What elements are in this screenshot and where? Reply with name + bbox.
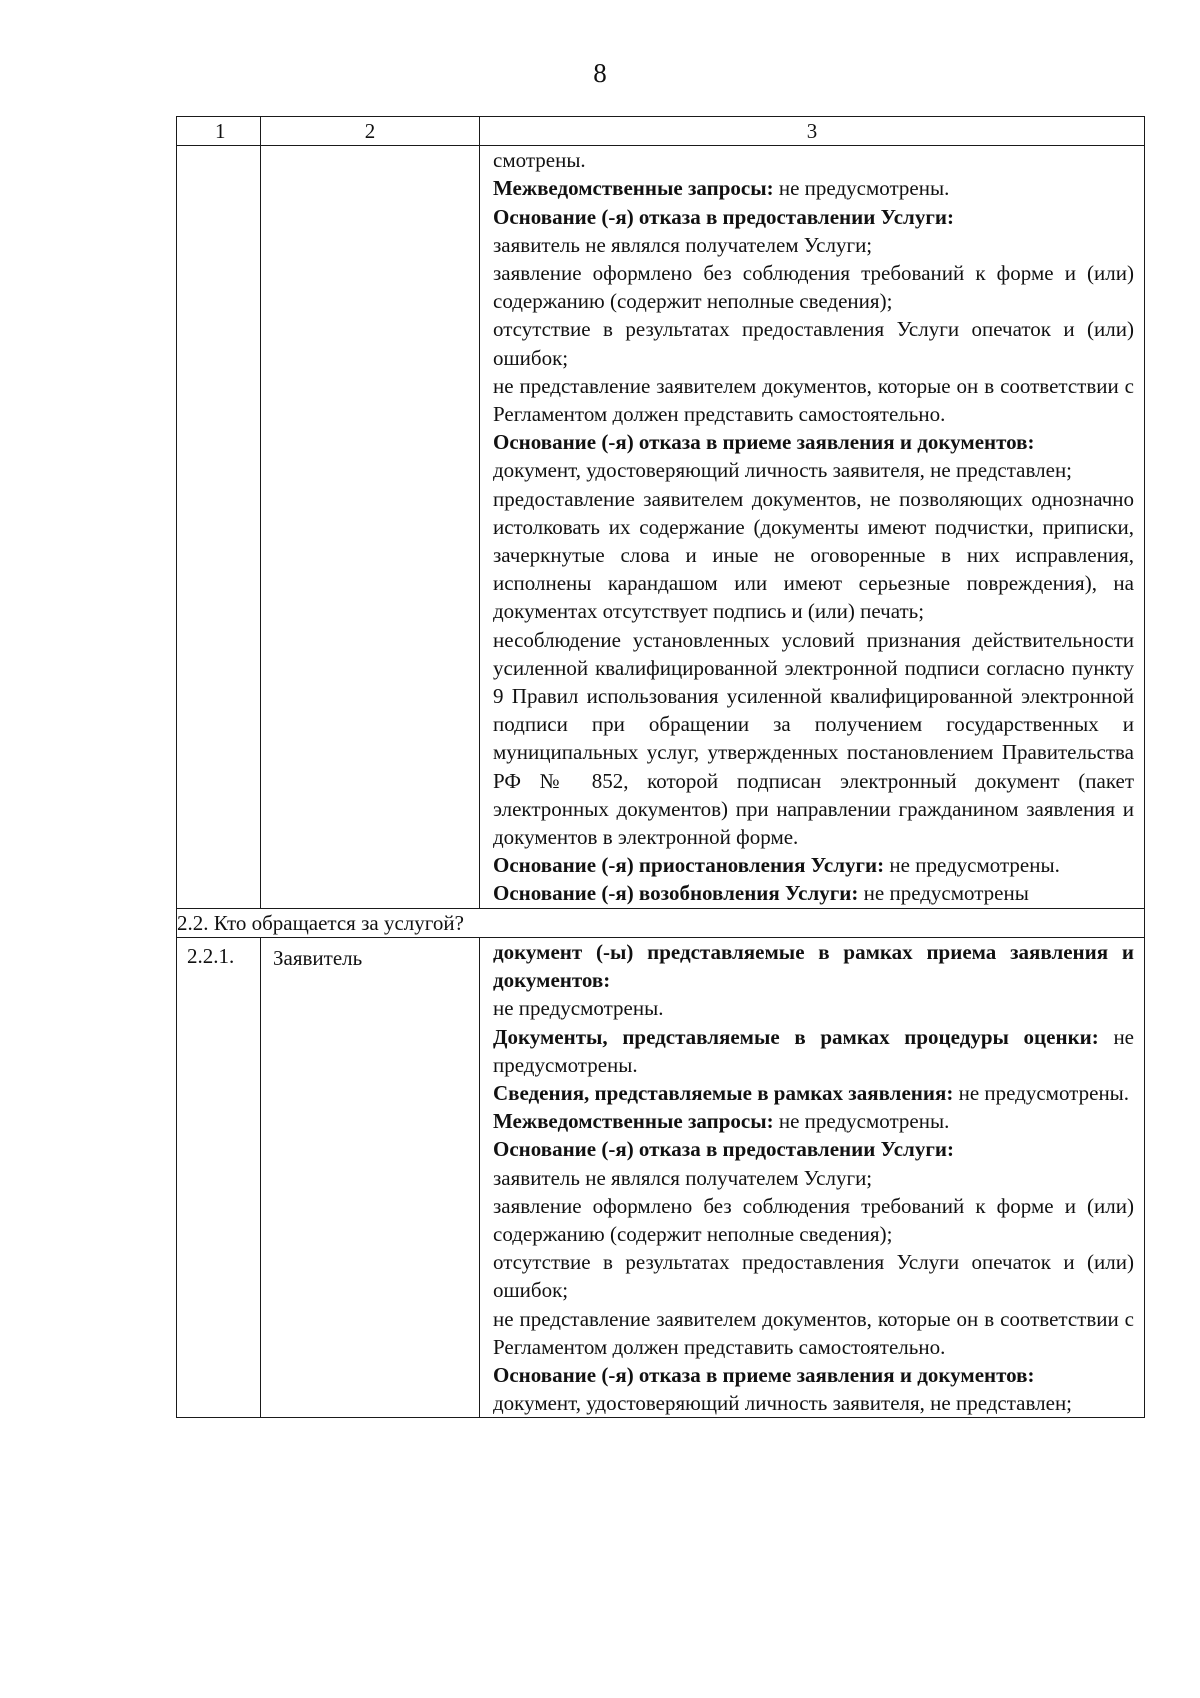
table-row-applicant [177, 937, 1145, 1417]
paragraph-text: не представление заявителем документов, которые он в соответствии с Регламентом должен представить самостоятельно. [493, 1306, 1134, 1359]
paragraph-text: предоставление заявителем документов, не позволяющих однозначно истолковать их содержание (документы имеют подчистки, приписки, зачеркнутые слова и иные не оговоренные в них исправления, исполнены карандашом или имеют серьезные повреждения), на документах отсутствует подпись и (или) печать; [493, 486, 1134, 624]
paragraph [493, 485, 1134, 626]
row1-name-cell [261, 146, 480, 908]
column-header-1: 1 [177, 117, 261, 146]
paragraph [493, 1361, 1134, 1389]
paragraph [493, 428, 1134, 456]
table-header-row [177, 117, 1145, 146]
paragraph-text: не предусмотрены [858, 881, 1029, 906]
paragraph [493, 1107, 1134, 1135]
paragraph [493, 1023, 1134, 1079]
paragraph-heading: Основание (-я) отказа в предоставлении Услуги: [493, 204, 954, 229]
paragraph [493, 851, 1134, 879]
paragraph-text: смотрены. [493, 148, 586, 173]
paragraph-text: заявитель не являлся получателем Услуги; [493, 1165, 873, 1190]
row2-content-cell [480, 937, 1145, 1417]
paragraph [493, 231, 1134, 259]
row2-name-cell: Заявитель [261, 937, 480, 1417]
paragraph [493, 456, 1134, 484]
section-heading: 2.2. Кто обращается за услугой? [177, 908, 1145, 937]
paragraph-text: не предусмотрены. [953, 1080, 1130, 1105]
paragraph-heading: Основание (-я) отказа в приеме заявления и документов: [493, 430, 1035, 455]
paragraph-text: отсутствие в результатах предоставления Услуги опечаток и (или) ошибок; [493, 1250, 1134, 1303]
paragraph-heading: Документы, представляемые в рамках процедуры оценки: [493, 1024, 1099, 1049]
paragraph-text: заявление оформлено без соблюдения требований к форме и (или) содержанию (содержит неполные сведения); [493, 1193, 1134, 1246]
paragraph [493, 1305, 1134, 1361]
paragraph-text: несоблюдение установленных условий признания действительности усиленной квалифицированной электронной подписи согласно пункту 9 Правил использования усиленной квалифицированной электронной подписи при обращении за получением государственных и муниципальных услуг, утвержденных постановлением Правительства РФ № 852, которой подписан электронный документ (пакет электронных документов) при направлении гражданином заявления и документов в электронной форме. [493, 627, 1134, 850]
paragraph-text: не предусмотрены. [773, 176, 950, 201]
paragraph-heading: Межведомственные запросы: [493, 1109, 774, 1134]
paragraph-text: документ, удостоверяющий личность заявителя, не представлен; [493, 1391, 1073, 1416]
paragraph-heading: Межведомственные запросы: [493, 176, 774, 201]
column-header-3: 3 [480, 117, 1145, 146]
row1-number-cell [177, 146, 261, 908]
paragraph [493, 994, 1134, 1022]
row2-number-cell: 2.2.1. [177, 937, 261, 1417]
paragraph [493, 1389, 1134, 1417]
paragraph-text: заявление оформлено без соблюдения требований к форме и (или) содержанию (содержит неполные сведения); [493, 261, 1134, 314]
paragraph [493, 879, 1134, 907]
paragraph-text: не предусмотрены. [493, 996, 664, 1021]
paragraph-text: заявитель не являлся получателем Услуги; [493, 232, 873, 257]
column-header-2: 2 [261, 117, 480, 146]
paragraph [493, 1135, 1134, 1163]
paragraph-heading: Основание (-я) приостановления Услуги: [493, 853, 885, 878]
paragraph-heading: Основание (-я) отказа в приеме заявления и документов: [493, 1362, 1035, 1387]
paragraph [493, 174, 1134, 202]
paragraph [493, 1079, 1134, 1107]
paragraph [493, 372, 1134, 428]
paragraph-text: не предусмотрены. [884, 853, 1060, 878]
page-number: 8 [593, 58, 607, 88]
paragraph [493, 626, 1134, 852]
paragraph-text: не предусмотрены. [493, 1024, 1134, 1077]
paragraph [493, 1164, 1134, 1192]
paragraph-heading: Основание (-я) возобновления Услуги: [493, 881, 859, 906]
paragraph-text: не предусмотрены. [773, 1109, 950, 1134]
paragraph [493, 938, 1134, 994]
paragraph-text: документ, удостоверяющий личность заявителя, не представлен; [493, 458, 1073, 483]
section-row [177, 908, 1145, 937]
paragraph-text: не представление заявителем документов, которые он в соответствии с Регламентом должен представить самостоятельно. [493, 373, 1134, 427]
paragraph [493, 259, 1134, 315]
document-table [176, 116, 1145, 1418]
paragraph-text: отсутствие в результатах предоставления Услуги опечаток и (или) ошибок; [493, 317, 1134, 370]
paragraph [493, 315, 1134, 371]
paragraph [493, 146, 1134, 174]
paragraph [493, 1248, 1134, 1304]
paragraph-heading: Сведения, представляемые в рамках заявления: [493, 1080, 954, 1105]
row1-content-cell [480, 146, 1145, 908]
paragraph [493, 203, 1134, 231]
paragraph-heading: Основание (-я) отказа в предоставлении Услуги: [493, 1137, 954, 1162]
paragraph [493, 1192, 1134, 1248]
paragraph-heading: документ (-ы) представляемые в рамках приема заявления и документов: [493, 939, 1134, 993]
table-row-continuation [177, 146, 1145, 908]
